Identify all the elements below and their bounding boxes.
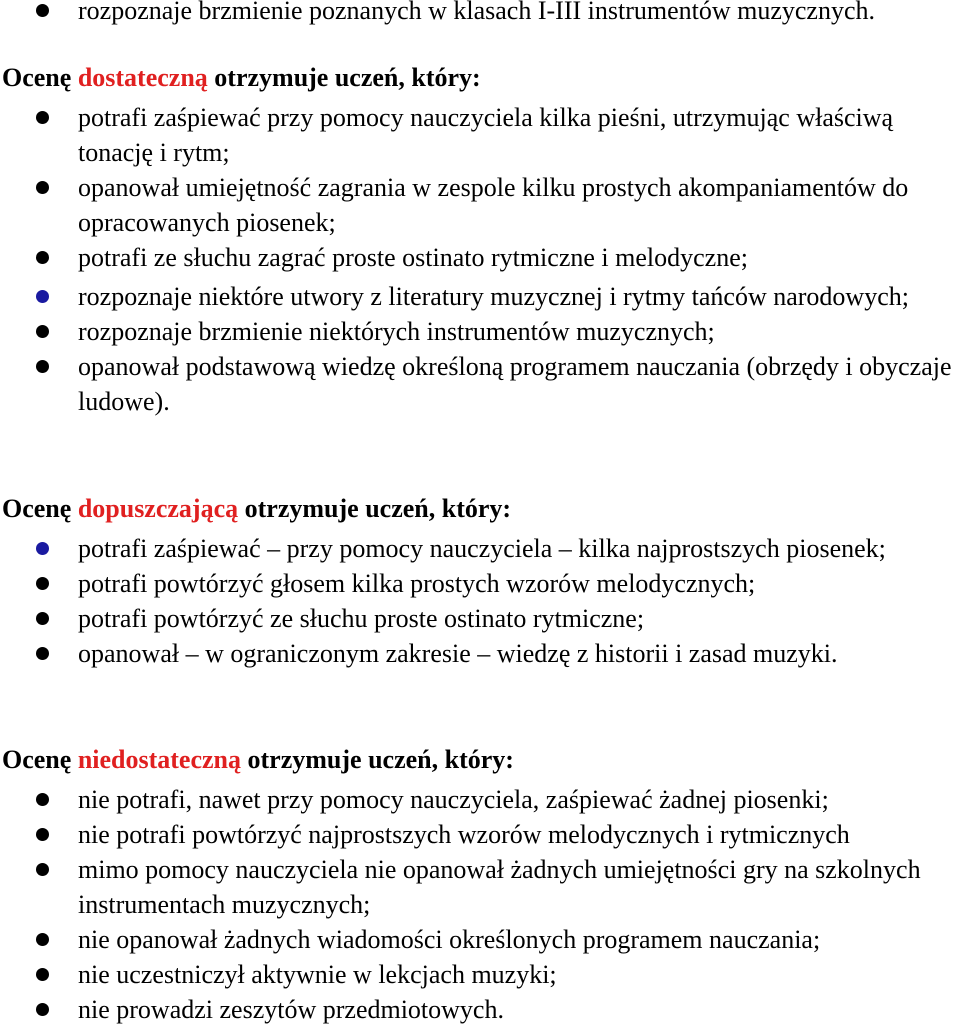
list-item-text: opanował podstawową wiedzę określoną programem nauczania (obrzędy i obyczaje ludowe).: [78, 352, 952, 416]
heading-prefix: Ocenę: [2, 63, 72, 92]
list-item-text: potrafi zaśpiewać przy pomocy nauczyciela kilka pieśni, utrzymując właściwą tonację i rytm;: [78, 103, 894, 167]
list-item: [0, 240, 960, 275]
bullet-icon: [36, 828, 49, 841]
list-item-text: nie opanował żadnych wiadomości określonych programem nauczania;: [78, 925, 821, 954]
dostateczna-list: [0, 100, 960, 419]
list-item-text: nie prowadzi zeszytów przedmiotowych.: [78, 995, 504, 1024]
niedostateczna-list: [0, 782, 960, 1027]
heading-prefix: Ocenę: [2, 745, 72, 774]
section-heading-dostateczna: [0, 60, 481, 95]
bullet-icon: [36, 542, 49, 555]
bullet-icon: [36, 325, 49, 338]
heading-prefix: Ocenę: [2, 494, 72, 523]
list-item-text: rozpoznaje brzmienie niektórych instrumentów muzycznych;: [78, 317, 715, 346]
bullet-icon: [36, 612, 49, 625]
list-item-text: potrafi zaśpiewać – przy pomocy nauczyciela – kilka najprostszych piosenek;: [78, 534, 886, 563]
list-item: [0, 566, 960, 601]
heading-suffix: otrzymuje uczeń, który:: [247, 745, 514, 774]
list-item-text: nie uczestniczył aktywnie w lekcjach muzyki;: [78, 960, 557, 989]
list-item: [0, 636, 960, 671]
list-item: [0, 170, 960, 240]
list-item: [0, 922, 960, 957]
bullet-icon: [36, 647, 49, 660]
bullet-icon: [36, 577, 49, 590]
list-item: [0, 531, 960, 566]
list-item-text: mimo pomocy nauczyciela nie opanował żadnych umiejętności gry na szkolnych instrumentach muzycznych;: [78, 855, 921, 919]
list-item-text: potrafi powtórzyć ze słuchu proste ostinato rytmiczne;: [78, 604, 645, 633]
list-item: [0, 100, 960, 170]
bullet-icon: [36, 863, 49, 876]
list-item-text: rozpoznaje niektóre utwory z literatury muzycznej i rytmy tańców narodowych;: [78, 282, 909, 311]
grade-word: dopuszczającą: [77, 494, 239, 523]
bullet-icon: [36, 1003, 49, 1016]
bullet-icon: [36, 933, 49, 946]
grade-word: dostateczną: [77, 63, 208, 92]
list-item: [0, 782, 960, 817]
list-item-text: potrafi powtórzyć głosem kilka prostych wzorów melodycznych;: [78, 569, 756, 598]
bullet-icon: [36, 111, 49, 124]
dopuszczajaca-list: [0, 531, 960, 671]
list-item-text: potrafi ze słuchu zagrać proste ostinato rytmiczne i melodyczne;: [78, 243, 748, 272]
list-item-text: opanował – w ograniczonym zakresie – wiedzę z historii i zasad muzyki.: [78, 639, 838, 668]
heading-suffix: otrzymuje uczeń, który:: [244, 494, 512, 523]
list-item: [0, 349, 960, 419]
list-item: [0, 601, 960, 636]
heading-suffix: otrzymuje uczeń, który:: [214, 63, 481, 92]
list-item: [0, 0, 960, 28]
bullet-icon: [36, 360, 49, 373]
list-item: [0, 852, 960, 922]
section-heading-niedostateczna: [0, 742, 514, 777]
list-item-text: nie potrafi, nawet przy pomocy nauczyciela, zaśpiewać żadnej piosenki;: [78, 785, 829, 814]
list-item-text: nie potrafi powtórzyć najprostszych wzorów melodycznych i rytmicznych: [78, 820, 850, 849]
bullet-icon: [36, 181, 49, 194]
list-item-text: opanował umiejętność zagrania w zespole kilku prostych akompaniamentów do opracowanych piosenek;: [78, 173, 909, 237]
list-item: [0, 279, 960, 314]
list-item: [0, 817, 960, 852]
bullet-icon: [36, 793, 49, 806]
grade-word: niedostateczną: [77, 745, 242, 774]
list-item-text: rozpoznaje brzmienie poznanych w klasach I-III instrumentów muzycznych.: [78, 0, 876, 25]
list-item: [0, 314, 960, 349]
bullet-icon: [36, 290, 49, 303]
bullet-icon: [36, 251, 49, 264]
bullet-icon: [36, 4, 49, 17]
bullet-icon: [36, 968, 49, 981]
list-item: [0, 957, 960, 992]
intro-list: [0, 0, 960, 28]
section-heading-dopuszczajaca: [0, 491, 511, 526]
list-item: [0, 992, 960, 1027]
